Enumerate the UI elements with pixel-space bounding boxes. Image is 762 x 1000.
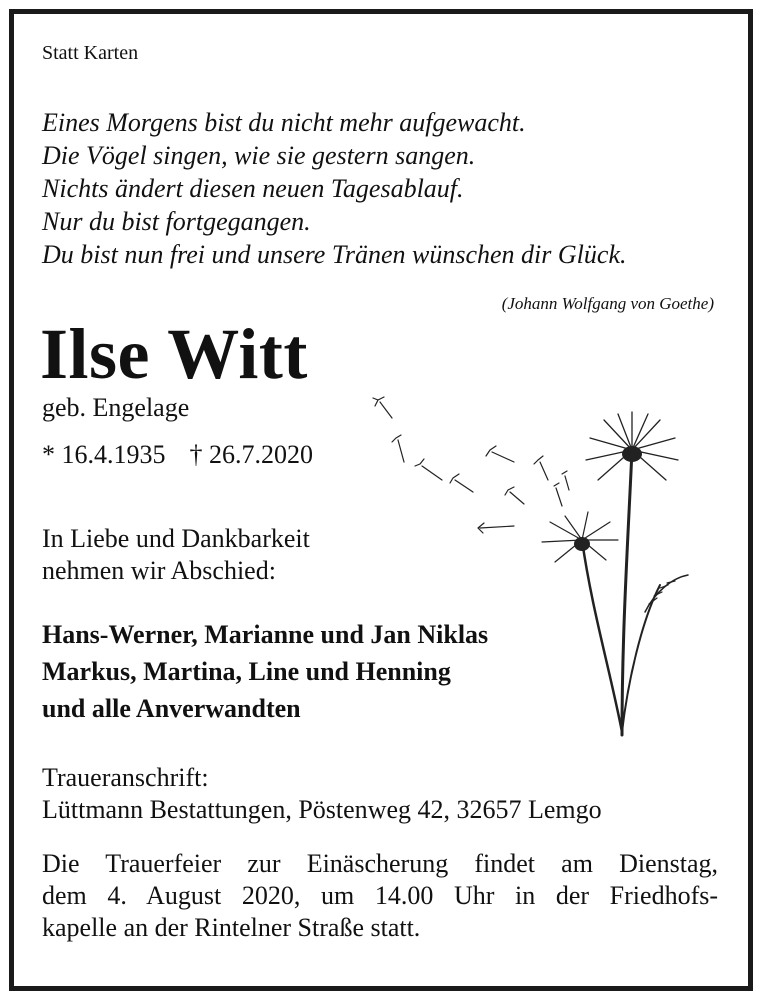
birth-date: * 16.4.1935	[42, 440, 166, 469]
service-info	[42, 848, 718, 944]
service-line: dem 4. August 2020, um 14.00 Uhr in der Friedhofs-	[42, 881, 718, 910]
farewell-text	[42, 523, 310, 587]
notice-header: Statt Karten	[42, 42, 139, 64]
mourning-address: Lüttmann Bestattungen, Pöstenweg 42, 32657 Lemgo	[42, 795, 602, 824]
poem-line: Nur du bist fortgegangen.	[42, 207, 311, 236]
farewell-line: In Liebe und Dankbarkeit	[42, 524, 310, 553]
poem-line: Du bist nun frei und unsere Tränen wünschen dir Glück.	[42, 240, 627, 269]
death-date: † 26.7.2020	[189, 440, 313, 469]
deceased-name: Ilse Witt	[40, 314, 308, 394]
poem	[42, 106, 626, 271]
family-line: und alle Anverwandten	[42, 694, 301, 723]
address-label: Traueranschrift:	[42, 763, 209, 792]
poem-line: Eines Morgens bist du nicht mehr aufgewacht.	[42, 108, 526, 137]
service-line: kapelle an der Rintelner Straße statt.	[42, 913, 421, 942]
life-dates	[42, 440, 313, 470]
service-line: Die Trauerfeier zur Einäscherung findet am Dienstag,	[42, 849, 718, 878]
family-line: Hans-Werner, Marianne und Jan Niklas	[42, 620, 489, 649]
poem-author: (Johann Wolfgang von Goethe)	[501, 294, 714, 313]
poem-line: Nichts ändert diesen neuen Tagesablauf.	[42, 174, 464, 203]
birth-name: geb. Engelage	[42, 393, 190, 422]
dandelion-illustration	[360, 380, 720, 740]
poem-line: Die Vögel singen, wie sie gestern sangen.	[42, 141, 476, 170]
farewell-line: nehmen wir Abschied:	[42, 556, 276, 585]
family-line: Markus, Martina, Line und Henning	[42, 657, 451, 686]
